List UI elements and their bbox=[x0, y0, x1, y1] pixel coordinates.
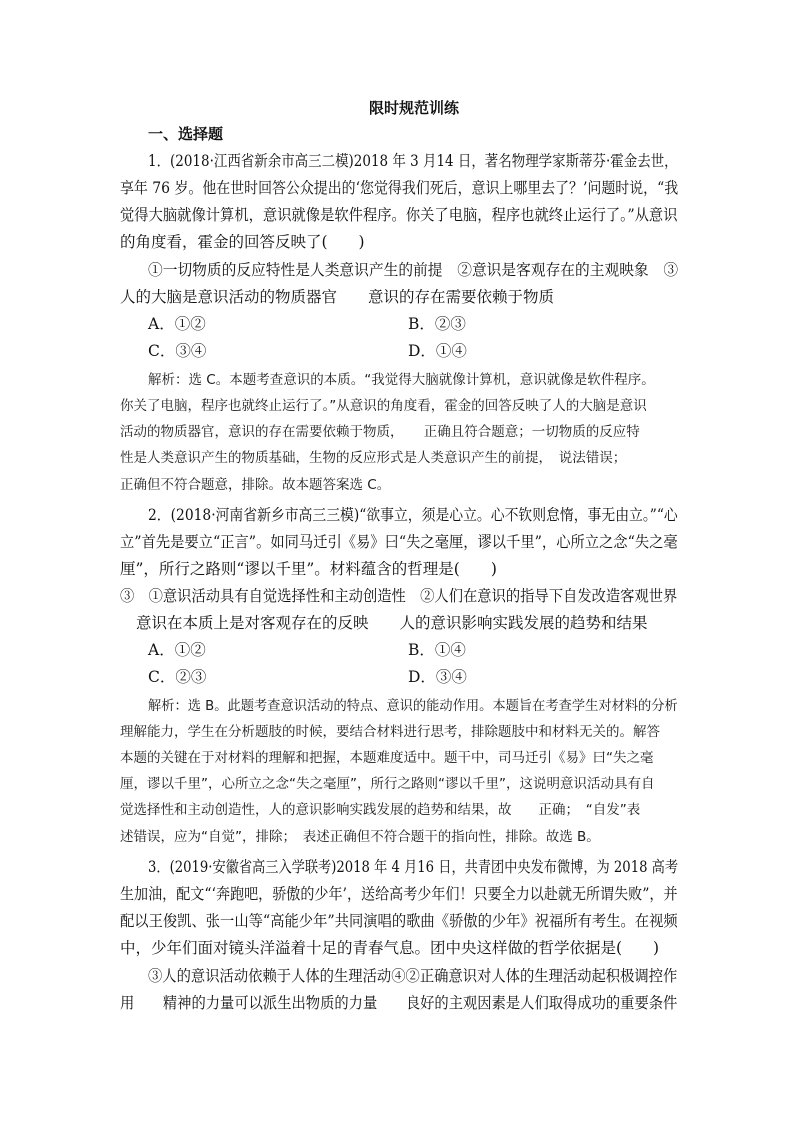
q2-statement-line: 意识在本质上是对客观存在的反映 人的意识影响实践发展的趋势和结果 bbox=[136, 614, 648, 632]
q1-stem-line: 享年 76 岁。他在世时回答公众提出的‘您觉得我们死后，意识上哪里去了？’问题时说，“我 bbox=[120, 179, 679, 197]
q1-option-a: A．①② bbox=[148, 315, 206, 333]
q3-stem-line: 中，少年们面对镜头洋溢着十足的青春气息。团中央这样做的哲学依据是( ) bbox=[120, 939, 660, 957]
q2-analysis-line: 本题的关键在于对材料的理解和把握，本题难度适中。题干中，司马迁引《易》曰“失之毫 bbox=[120, 750, 654, 766]
q1-analysis-line: 性是人类意识产生的物质基础，生物的反应形式是人类意识产生的前提， 说法错误； bbox=[120, 450, 627, 466]
page-title: 限时规范训练 bbox=[369, 99, 460, 117]
q1-option-c: C．③④ bbox=[148, 342, 207, 360]
q1-analysis-line: 正确但不符合题意，排除。故本题答案选 C。 bbox=[120, 477, 391, 493]
q1-statement-line: 人的大脑是意识活动的物质器官 意识的存在需要依赖于物质 bbox=[120, 288, 555, 306]
q3-stem-line: 配以王俊凯、张一山等“高能少年”共同演唱的歌曲《骄傲的少年》祝福所有考生。在视频 bbox=[120, 912, 678, 930]
q2-option-b: B．①④ bbox=[408, 641, 466, 659]
q1-analysis-line: 解析：选 C。本题考查意识的本质。“我觉得大脑就像计算机，意识就像是软件程序。 bbox=[148, 372, 655, 388]
q3-stem-line: 生加油，配文“‘奔跑吧，骄傲的少年’，送给高考少年们！只要全力以赴就无所谓失败”，并 bbox=[120, 885, 678, 903]
q3-statement-line: 用 精神的力量可以派生出物质的力量 良好的主观因素是人们取得成功的重要条件 bbox=[120, 994, 678, 1012]
q2-stem-line: 2．(2018·河南省新乡市高三三模)“欲事立，须是心立。心不钦则怠惰，事无由立。”“心 bbox=[148, 506, 678, 524]
q2-analysis-line: 解析：选 B。此题考查意识活动的特点、意识的能动作用。本题旨在考查学生对材料的分析 bbox=[148, 698, 678, 714]
q2-statement-line: ③ ①意识活动具有自觉选择性和主动创造性 ②人们在意识的指导下自发改造客观世界 bbox=[120, 587, 678, 605]
q1-option-b: B．②③ bbox=[408, 315, 466, 333]
q1-stem-line: 的角度看，霍金的回答反映了( ) bbox=[120, 233, 365, 251]
q2-option-a: A．①② bbox=[148, 641, 206, 659]
q2-analysis-line: 厘，谬以千里”，心所立之念“失之毫厘”，所行之路则“谬以千里”，这说明意识活动具有自 bbox=[120, 776, 655, 792]
q1-analysis-line: 你关了电脑，程序也就终止运行了。”从意识的角度看，霍金的回答反映了人的大脑是意识 bbox=[120, 398, 647, 414]
section-heading: 一、选择题 bbox=[148, 125, 224, 143]
q2-analysis-line: 理解能力，学生在分析题肢的时候，要结合材料进行思考，排除题肢中和材料无关的。解答 bbox=[120, 724, 660, 740]
q2-stem-line: 厘”，所行之路则“谬以千里”。材料蕴含的哲理是( ) bbox=[120, 560, 497, 578]
q2-analysis-line: 述错误，应为“自觉”，排除； 表述正确但不符合题干的指向性，排除。故选 B。 bbox=[120, 829, 600, 845]
q3-statement-line: ③人的意识活动依赖于人体的生理活动④②正确意识对人体的生理活动起积极调控作 bbox=[148, 967, 678, 985]
q2-stem-line: 立”首先是要立“正言”。如同马迁引《易》曰“失之毫厘，谬以千里”，心所立之念“失之毫 bbox=[120, 533, 678, 551]
q1-analysis-line: 活动的物质器官，意识的存在需要依赖于物质， 正确且符合题意；一切物质的反应特 bbox=[120, 424, 640, 440]
q2-option-d: D．③④ bbox=[408, 668, 467, 686]
q1-option-d: D．①④ bbox=[408, 342, 467, 360]
q3-stem-line: 3．(2019·安徽省高三入学联考)2018 年 4 月16 日，共青团中央发布微博，为 2018 高考 bbox=[148, 858, 679, 876]
q2-option-c: C．②③ bbox=[148, 668, 207, 686]
q1-stem-line: 觉得大脑就像计算机，意识就像是软件程序。你关了电脑，程序也就终止运行了。”从意识 bbox=[120, 206, 678, 224]
q1-statement-line: ①一切物质的反应特性是人类意识产生的前提 ②意识是客观存在的主观映象 ③ bbox=[148, 261, 679, 279]
q1-stem-line: 1．(2018·江西省新余市高三二模)2018 年 3 月14 日，著名物理学家斯蒂芬·霍金去世， bbox=[148, 152, 678, 170]
q2-analysis-line: 觉选择性和主动创造性，人的意识影响实践发展的趋势和结果，故 正确； “自发”表 bbox=[120, 802, 641, 818]
